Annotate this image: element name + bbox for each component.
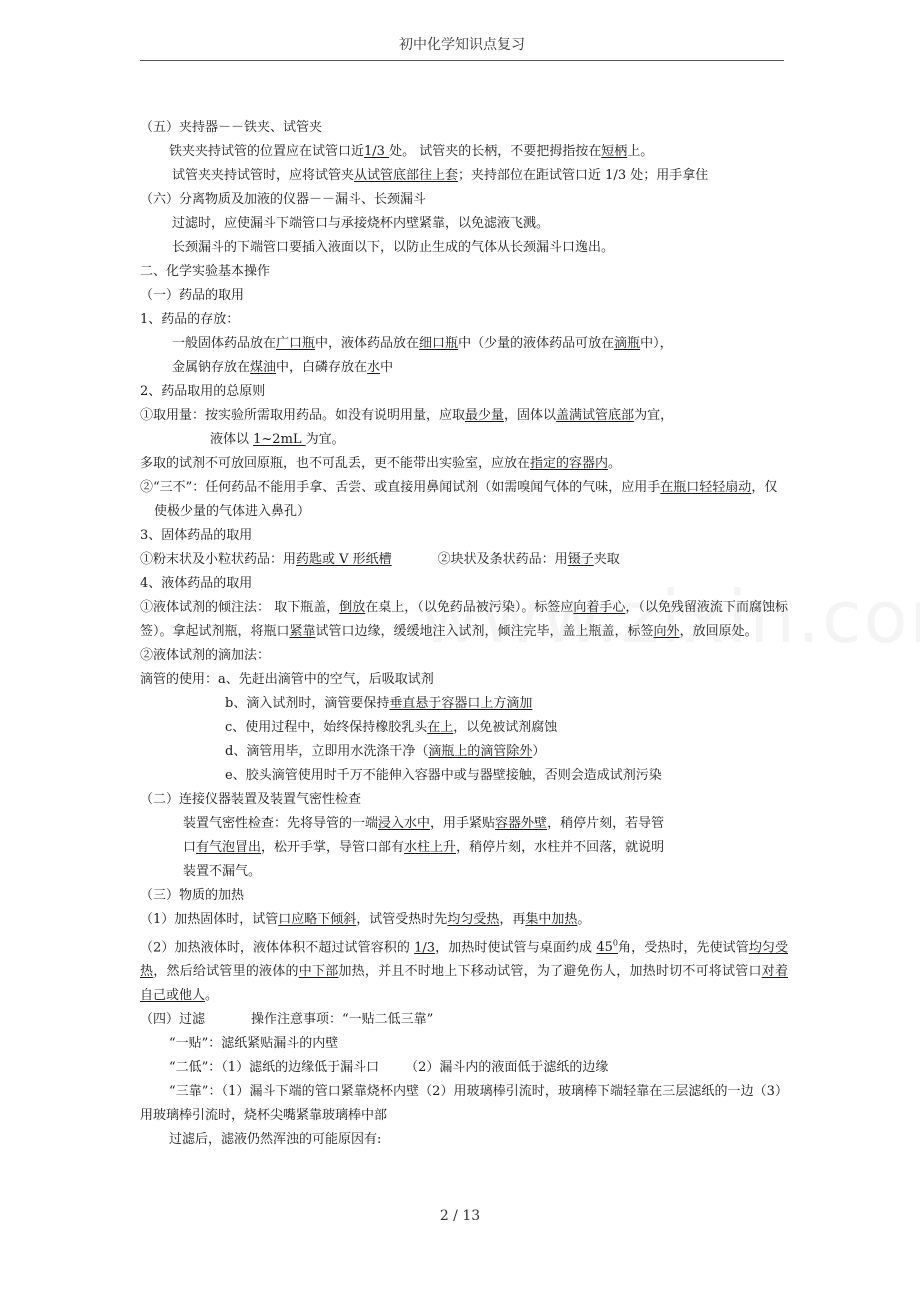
section-heading: （二）连接仪器装置及装置气密性检查 — [140, 792, 362, 807]
paragraph: 过滤时，应使漏斗下端管口与承接烧杯内壁紧靠，以免滤液飞溅。 — [172, 216, 550, 231]
subsection-heading: 3、固体药品的取用 — [140, 528, 253, 543]
list-item: d、滴管用毕，立即用水洗涤干净（滴瓶上的滴管除外） — [225, 744, 546, 759]
subsection-heading: 1、药品的存放： — [140, 312, 240, 327]
subsection-heading: 2、药品取用的总原则 — [140, 384, 266, 399]
section-heading: （一）药品的取用 — [140, 288, 245, 303]
paragraph: 过滤后，滤液仍然浑浊的可能原因有: — [169, 1132, 382, 1148]
paragraph: 液体以 1~2mL 为宜。 — [210, 432, 345, 447]
list-item: 滴管的使用：a、先赶出滴管中的空气，后吸取试剂 — [140, 672, 434, 687]
paragraph: （1）加热固体时，试管口应略下倾斜，试管受热时先均匀受热，再集中加热。 — [140, 912, 591, 927]
paragraph: 多取的试剂不可放回原瓶，也不可乱丢，更不能带出实验室，应放在指定的容器内。 — [140, 456, 622, 471]
paragraph: 试管夹夹持试管时，应将试管夹从试管底部往上套；夹持部位在距试管口近 1/3 处；用手拿住 — [172, 168, 709, 183]
document-title: 初中化学知识点复习 — [399, 37, 525, 53]
list-item: “二低”：（1）滤纸的边缘低于漏斗口 （2）漏斗内的液面低于滤纸的边缘 — [169, 1060, 609, 1076]
paragraph: 一般固体药品放在广口瓶中，液体药品放在细口瓶中（少量的液体药品可放在滴瓶中）， — [172, 336, 673, 351]
paragraph: ①液体试剂的倾注法： 取下瓶盖，倒放在桌上，（以免药品被污染）。标签应向着手心，（以免残留液流下而腐蚀标签）。拿起试剂瓶，将瓶口紧靠试管口边缘，缓缓地注入试剂，倾注完毕，盖上瓶盖，标签向外，放回原处。 — [140, 600, 788, 639]
page-number: 2 / 13 — [439, 1208, 481, 1224]
document-body — [140, 116, 788, 1152]
paragraph: ①粉末状及小粒状药品：用药匙或 V 形纸槽 ②块状及条状药品：用镊子夹取 — [140, 552, 620, 567]
paragraph: ①取用量：按实验所需取用药品。如没有说明用量，应取最少量，固体以盖满试管底部为宜， — [140, 408, 674, 423]
paragraph: ②液体试剂的滴加法： — [140, 648, 271, 663]
list-item: “一贴”：滤纸紧贴漏斗的内壁 — [169, 1036, 339, 1052]
list-item: “三靠”：（1）漏斗下端的管口紧靠烧杯内壁（2）用玻璃棒引流时，玻璃棒下端轻靠在三层滤纸的一边（3）用玻璃棒引流时，烧杯尖嘴紧靠玻璃棒中部 — [140, 1084, 788, 1124]
chapter-heading: 二、化学实验基本操作 — [140, 264, 271, 279]
paragraph: 装置不漏气。 — [183, 864, 262, 879]
paragraph: ②“三不”：任何药品不能用手拿、舌尝、或直接用鼻闻试剂（如需嗅闻气体的气味，应用手在瓶口轻轻扇动，仅使极少量的气体进入鼻孔） — [140, 480, 778, 519]
list-item: e、胶头滴管使用时千万不能伸入容器中或与器壁接触，否则会造成试剂污染 — [225, 768, 662, 783]
subsection-heading: 4、液体药品的取用 — [140, 576, 253, 591]
paragraph: 长颈漏斗的下端管口要插入液面以下，以防止生成的气体从长颈漏斗口逸出。 — [172, 240, 615, 255]
paragraph: 口有气泡冒出，松开手掌，导管口部有水柱上升，稍停片刻，水柱并不回落，就说明 — [183, 840, 665, 855]
list-item: b、滴入试剂时，滴管要保持垂直悬于容器口上方滴加 — [225, 696, 533, 711]
page-header — [140, 34, 784, 61]
section-heading: （四）过滤 操作注意事项：“一贴二低三靠” — [140, 1012, 434, 1028]
section-heading: （五）夹持器－－铁夹、试管夹 — [140, 120, 323, 135]
paragraph: 装置气密性检查：先将导管的一端浸入水中，用手紧贴容器外壁，稍停片刻，若导管 — [183, 816, 665, 831]
list-item: c、使用过程中，始终保持橡胶乳头在上，以免被试剂腐蚀 — [225, 720, 558, 735]
section-heading: （六）分离物质及加液的仪器－－漏斗、长颈漏斗 — [140, 192, 427, 207]
section-heading: （三）物质的加热 — [140, 888, 245, 903]
paragraph: 金属钠存放在煤油中，白磷存放在水中 — [172, 360, 394, 375]
paragraph: （2）加热液体时，液体体积不超过试管容积的 1/3，加热时使试管与桌面约成 $45^0$角，受热时，先使试管均匀受热，然后给试管里的液体的中下部加热，并且不时地上下移动试管，为了避免伤人，加热时切不可将试管口对着自己或他人。 — [140, 939, 788, 1004]
paragraph: 铁夹夹持试管的位置应在试管口近1/3 处。 试管夹的长柄，不要把拇指按在短柄上。 — [169, 144, 654, 159]
